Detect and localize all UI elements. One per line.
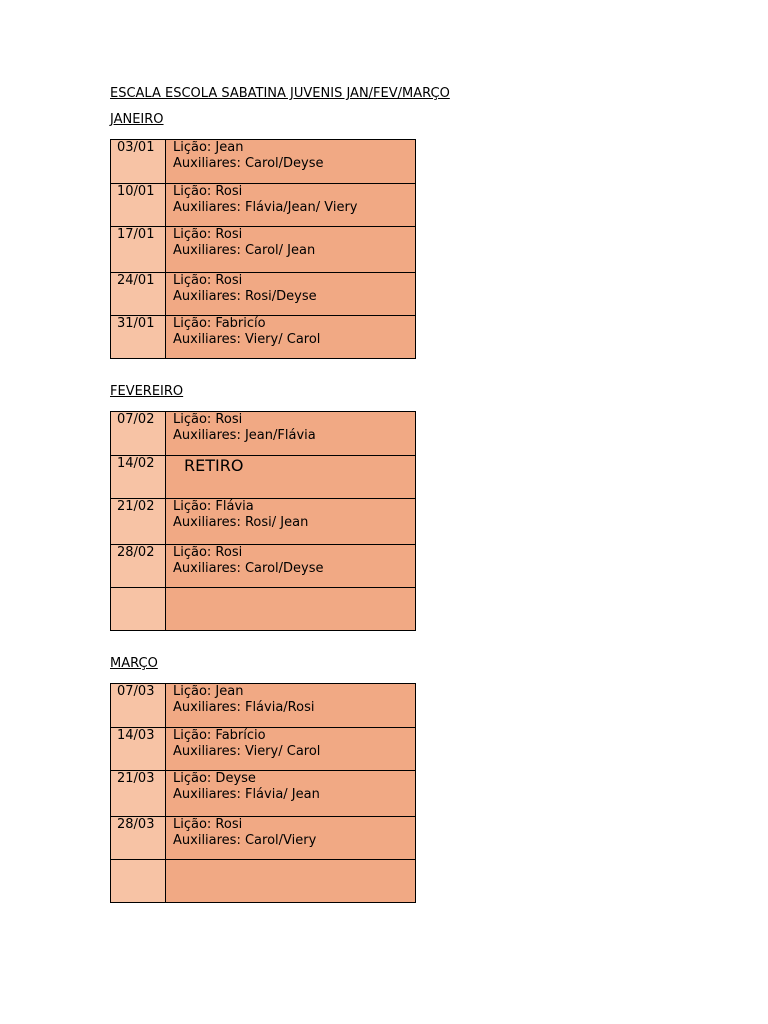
table-row xyxy=(111,684,416,728)
assistants-text: Auxiliares: Carol/Deyse xyxy=(173,155,324,171)
assignment-cell xyxy=(166,140,416,184)
lesson-text: Lição: Rosi xyxy=(173,817,243,832)
date-cell: 10/01 xyxy=(111,184,166,227)
lesson-text: Lição: Rosi xyxy=(173,227,243,242)
table-row xyxy=(111,412,416,456)
empty-date-cell xyxy=(111,860,166,903)
table-row xyxy=(111,184,416,227)
table-row-empty xyxy=(111,588,416,631)
assistants-text: Auxiliares: Flávia/ Jean xyxy=(173,786,320,802)
document-title: ESCALA ESCOLA SABATINA JUVENIS JAN/FEV/MARÇO xyxy=(110,86,450,101)
date-cell: 28/03 xyxy=(111,817,166,860)
lesson-text: Lição: Deyse xyxy=(173,771,256,786)
table-row xyxy=(111,456,416,499)
table-row xyxy=(111,817,416,860)
lesson-text: Lição: Flávia xyxy=(173,499,254,514)
date-cell: 28/02 xyxy=(111,545,166,588)
assignment-cell xyxy=(166,184,416,227)
assignment-cell xyxy=(166,412,416,456)
table-row xyxy=(111,316,416,359)
assistants-text: Auxiliares: Carol/Viery xyxy=(173,832,317,848)
table-row xyxy=(111,771,416,817)
month-heading-janeiro: JANEIRO xyxy=(110,112,164,127)
lesson-text: Lição: Fabricío xyxy=(173,316,266,331)
month-heading-marco: MARÇO xyxy=(110,656,158,671)
special-event-text: RETIRO xyxy=(184,456,244,475)
lesson-text: Lição: Jean xyxy=(173,684,244,699)
assignment-cell xyxy=(166,273,416,316)
lesson-text: Lição: Rosi xyxy=(173,184,243,199)
lesson-text: Lição: Rosi xyxy=(173,273,243,288)
assignment-cell xyxy=(166,456,416,499)
table-row-empty xyxy=(111,860,416,903)
assignment-cell xyxy=(166,227,416,273)
assistants-text: Auxiliares: Flávia/Rosi xyxy=(173,699,315,715)
empty-date-cell xyxy=(111,588,166,631)
schedule-table-marco xyxy=(110,683,416,903)
lesson-text: Lição: Jean xyxy=(173,140,244,155)
assignment-cell xyxy=(166,817,416,860)
assignment-cell xyxy=(166,771,416,817)
assistants-text: Auxiliares: Rosi/Deyse xyxy=(173,288,317,304)
table-row xyxy=(111,499,416,545)
schedule-table-janeiro xyxy=(110,139,416,359)
schedule-table-fevereiro xyxy=(110,411,416,631)
date-cell: 03/01 xyxy=(111,140,166,184)
assistants-text: Auxiliares: Viery/ Carol xyxy=(173,331,321,347)
assignment-cell xyxy=(166,684,416,728)
date-cell: 24/01 xyxy=(111,273,166,316)
date-cell: 07/03 xyxy=(111,684,166,728)
table-row xyxy=(111,273,416,316)
assistants-text: Auxiliares: Carol/ Jean xyxy=(173,242,316,258)
table-row xyxy=(111,140,416,184)
assistants-text: Auxiliares: Flávia/Jean/ Viery xyxy=(173,199,358,215)
date-cell: 14/02 xyxy=(111,456,166,499)
date-cell: 21/03 xyxy=(111,771,166,817)
date-cell: 07/02 xyxy=(111,412,166,456)
month-heading-fevereiro: FEVEREIRO xyxy=(110,384,184,399)
assistants-text: Auxiliares: Jean/Flávia xyxy=(173,427,316,443)
assistants-text: Auxiliares: Viery/ Carol xyxy=(173,743,321,759)
assignment-cell xyxy=(166,316,416,359)
assistants-text: Auxiliares: Rosi/ Jean xyxy=(173,514,309,530)
date-cell: 17/01 xyxy=(111,227,166,273)
empty-assignment-cell xyxy=(166,860,416,903)
empty-assignment-cell xyxy=(166,588,416,631)
date-cell: 21/02 xyxy=(111,499,166,545)
date-cell: 31/01 xyxy=(111,316,166,359)
table-row xyxy=(111,545,416,588)
table-row xyxy=(111,728,416,771)
assignment-cell xyxy=(166,728,416,771)
date-cell: 14/03 xyxy=(111,728,166,771)
lesson-text: Lição: Rosi xyxy=(173,412,243,427)
lesson-text: Lição: Rosi xyxy=(173,545,243,560)
assistants-text: Auxiliares: Carol/Deyse xyxy=(173,560,324,576)
assignment-cell xyxy=(166,499,416,545)
assignment-cell xyxy=(166,545,416,588)
lesson-text: Lição: Fabrício xyxy=(173,728,266,743)
table-row xyxy=(111,227,416,273)
